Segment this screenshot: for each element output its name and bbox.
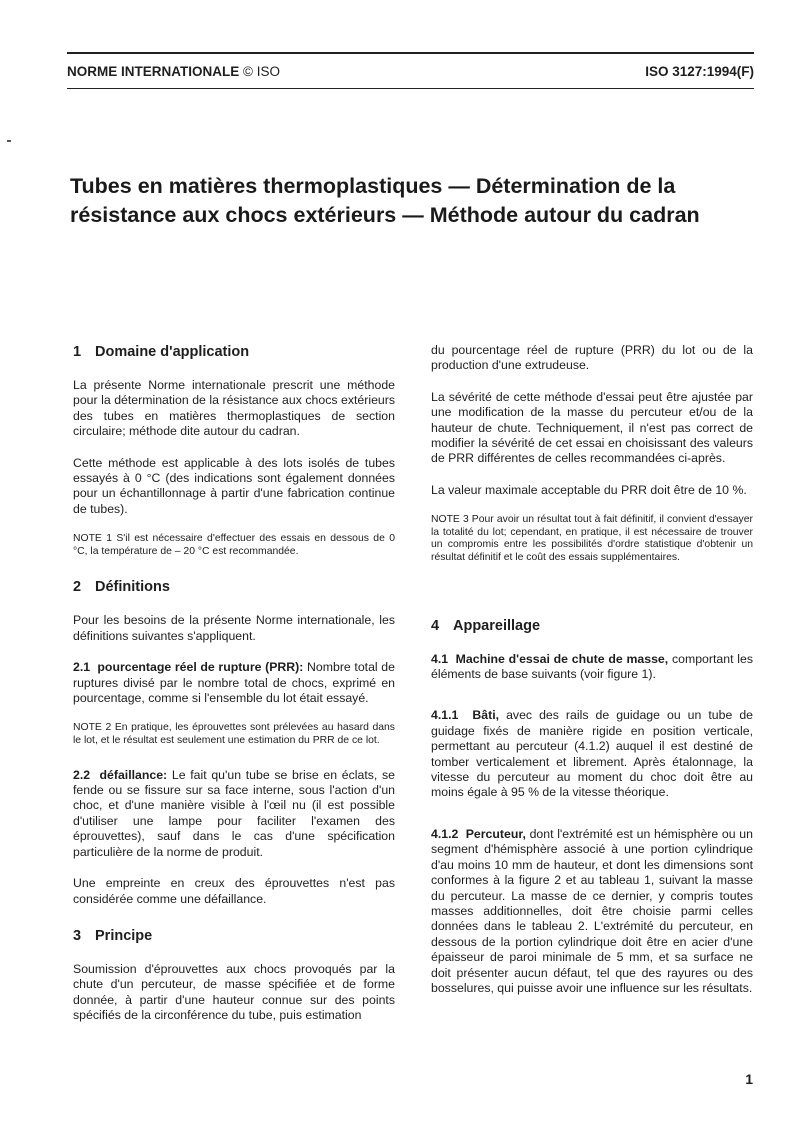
section-2-title: Définitions bbox=[95, 579, 170, 596]
section-3-paragraph-1: Soumission d'éprouvettes aux chocs provoqués par la chute d'un percuteur, de masse spécifiée et de forme donnée, à partir d'une hauteur connue sur des points spécifiés de la circonférence du tube, puis estimation bbox=[73, 961, 395, 1023]
section-3-heading bbox=[73, 927, 395, 945]
note-1: NOTE 1 S'il est nécessaire d'effectuer des essais en dessous de 0 °C, la température de – 20 °C est recommandée. bbox=[73, 533, 395, 557]
clause-4-1-1-number: 4.1.1 bbox=[431, 708, 459, 723]
header-top-rule bbox=[67, 52, 754, 54]
section-1-paragraph-2: Cette méthode est applicable à des lots isolés de tubes essayés à 0 °C (des indications sont également données pour un échantillonnage à partir d'une fabrication continue de tubes). bbox=[73, 455, 395, 516]
scan-artifact bbox=[7, 140, 11, 142]
definition-2-2-term: défaillance: bbox=[99, 767, 168, 782]
definition-2-2-number: 2.2 bbox=[73, 767, 91, 782]
header-left-org: © ISO bbox=[243, 64, 280, 79]
note-3: NOTE 3 Pour avoir un résultat tout à fait définitif, il convient d'essayer la totalité du lot; cependant, en pratique, il est nécessaire de trouver un compromis entre les possibilités d'ordre statistique d'obtenir un résultat définitif et le coût des essais supplémentaires. bbox=[431, 514, 753, 564]
section-1-heading bbox=[73, 343, 395, 361]
right-column bbox=[431, 343, 753, 1012]
clause-4-1-number: 4.1 bbox=[431, 651, 449, 666]
clause-4-1 bbox=[431, 652, 753, 683]
section-2-number: 2 bbox=[73, 579, 82, 596]
note-2: NOTE 2 En pratique, les éprouvettes sont prélevées au hasard dans le lot, et le résultat est seulement une estimation du PRR de ce lot. bbox=[73, 722, 395, 747]
definition-2-2 bbox=[73, 768, 395, 860]
section-1-number: 1 bbox=[73, 344, 82, 360]
document-title: Tubes en matières thermoplastiques — Détermination de la résistance aux chocs extérieurs — Méthode autour du cadran bbox=[70, 174, 700, 227]
clause-4-1-text: comportant les éléments de base suivants (voir figure 1). bbox=[431, 651, 753, 682]
clause-4-1-1-text: avec des rails de guidage ou un tube de guidage fixés de manière rigide en position verticale, permettant au percuteur (4.1.2) auquel il est destiné de tomber verticalement et librement. Après étalonnage, la vitesse du percuteur au moment du choc doit être au moins égale à 95 % de la vitesse théorique. bbox=[431, 708, 754, 800]
definition-2-1-text: Nombre total de ruptures divisé par le nombre total de chocs, exprimé en pourcentage, comme si l'ensemble du lot était essayé. bbox=[73, 660, 395, 706]
section-1-title: Domaine d'application bbox=[95, 344, 250, 360]
clause-4-1-2-number: 4.1.2 bbox=[431, 826, 459, 841]
section-2-intro: Pour les besoins de la présente Norme internationale, les définitions suivantes s'appliquent. bbox=[73, 613, 395, 643]
header-reference: ISO 3127:1994(F) bbox=[645, 64, 754, 79]
clause-4-1-2 bbox=[431, 827, 753, 996]
section-3-paragraph-3: La valeur maximale acceptable du PRR doit être de 10 %. bbox=[431, 482, 747, 497]
page-number: 1 bbox=[745, 1071, 753, 1087]
clause-4-1-2-text: dont l'extrémité est un hémisphère ou un segment d'hémisphère associé à une portion cylindrique d'au moins 10 mm de hauteur, et dont les dimensions sont conformes à la figure 2 et au tableau 1, suivant la masse du percuteur. La masse de ce dernier, y compris toutes masses additionnelles, doit être choisie parmi celles données dans le tableau 2. L'extrémité du percuteur, en dessous de la portion cylindrique doit être en acier d'une épaisseur de paroi minimale de 5 mm, et sa surface ne doit présenter aucun défaut, tel que des rayures ou des bosselures, qui puisse avoir une influence sur les résultats. bbox=[431, 826, 753, 995]
section-3-number: 3 bbox=[73, 927, 82, 944]
definition-2-1-number: 2.1 bbox=[73, 660, 91, 675]
section-3-title: Principe bbox=[95, 927, 153, 944]
section-4-number: 4 bbox=[431, 617, 440, 634]
clause-4-1-1 bbox=[431, 708, 753, 800]
section-3-paragraph-2: La sévérité de cette méthode d'essai peut être ajustée par une modification de la masse du percuteur et/ou de la hauteur de chute. Techniquement, il n'est pas correct de modifier la sévérité de cet essai en choisissant des valeurs de PRR différentes de celles recommandées ci-après. bbox=[431, 389, 753, 466]
header-standard-type bbox=[67, 64, 280, 79]
section-4-heading bbox=[431, 617, 753, 635]
definition-2-1-term: pourcentage réel de rupture (PRR): bbox=[97, 660, 304, 675]
definition-2-2-text: Le fait qu'un tube se brise en éclats, se fende ou se fissure sur sa face interne, sous l'action d'un choc, et d'une manière visible à l'œil nu (il est possible d'utiliser une lampe pour faciliter l'examen des éprouvettes), sauf dans le cas d'une spécification particulière de la norme de produit. bbox=[73, 767, 395, 859]
definition-2-2-extra: Une empreinte en creux des éprouvettes n'est pas considérée comme une défaillance. bbox=[73, 876, 395, 906]
clause-4-1-2-term: Percuteur, bbox=[465, 826, 526, 841]
left-column bbox=[73, 343, 395, 1040]
clause-4-1-term: Machine d'essai de chute de masse, bbox=[455, 651, 669, 666]
header-left-title: NORME INTERNATIONALE bbox=[67, 64, 240, 79]
clause-4-1-1-term: Bâti, bbox=[472, 708, 500, 723]
section-1-paragraph-1: La présente Norme internationale prescrit une méthode pour la détermination de la résistance aux chocs extérieurs des tubes en matières thermoplastiques de section circulaire; méthode dite autour du cadran. bbox=[73, 378, 395, 439]
section-4-title: Appareillage bbox=[453, 617, 541, 634]
definition-2-1 bbox=[73, 660, 395, 706]
section-3-paragraph-1-continued: du pourcentage réel de rupture (PRR) du lot ou de la production d'une extrudeuse. bbox=[431, 343, 753, 373]
header-bottom-rule bbox=[67, 88, 754, 89]
section-2-heading bbox=[73, 578, 395, 596]
